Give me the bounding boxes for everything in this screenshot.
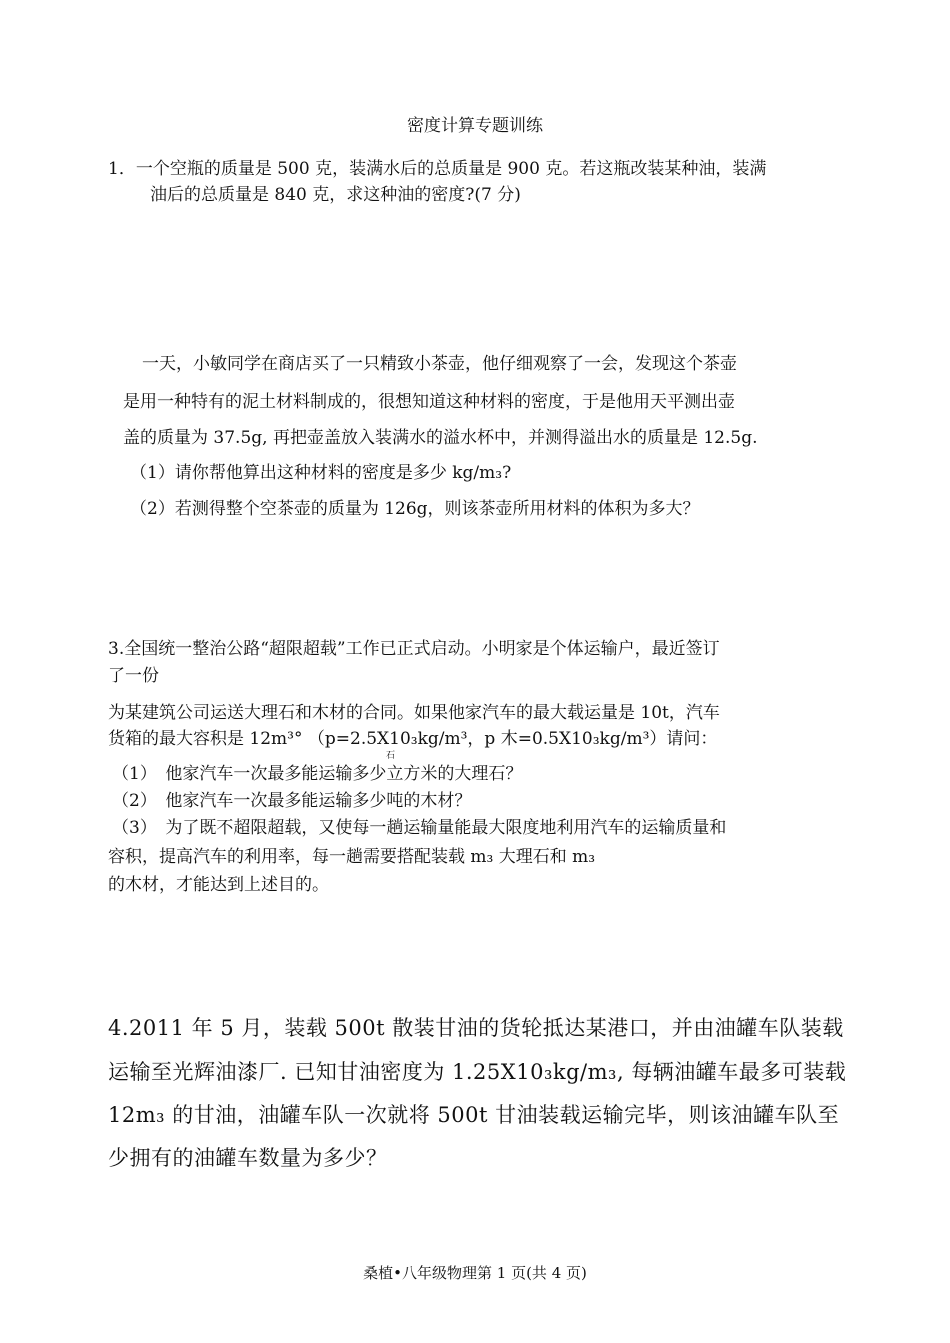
q1-line-1: 1．一个空瓶的质量是 500 克，装满水后的总质量是 900 克。若这瓶改装某种油，装满 (108, 159, 767, 179)
q3-sub-1: （1） 他家汽车一次最多能运输多少立方米的大理石？ (112, 764, 523, 784)
q2-sub-1: （1）请你帮他算出这种材料的密度是多少 kg/m₃? (130, 463, 512, 483)
q2-sub-2: （2）若测得整个空茶壶的质量为 126g，则该茶壶所用材料的体积为多大？ (130, 499, 700, 519)
q4-line-4: 少拥有的油罐车数量为多少？ (108, 1146, 388, 1170)
q3-subscript-stone: 石 (386, 751, 396, 761)
q3-sub-3: （3） 为了既不超限超载，又使每一趟运输量能最大限度地利用汽车的运输质量和 (112, 818, 727, 838)
q3-sub-2: （2） 他家汽车一次最多能运输多少吨的木材？ (112, 791, 472, 811)
q4-line-1: 4.2011 年 5 月，装载 500t 散装甘油的货轮抵达某港口，并由油罐车队装载 (108, 1016, 844, 1040)
q3-line-5: 容积，提高汽车的利用率，每一趟需要搭配装载 m₃ 大理石和 m₃ (108, 847, 596, 867)
q4-line-2: 运输至光辉油漆厂. 已知甘油密度为 1.25X10₃kg/m₃, 每辆油罐车最多可装载 (108, 1060, 847, 1084)
q2-line-2: 是用一种特有的泥土材料制成的，很想知道这种材料的密度，于是他用天平测出壶 (123, 392, 735, 412)
q4-line-3: 12m₃ 的甘油，油罐车队一次就将 500t 甘油装载运输完毕，则该油罐车队至 (108, 1103, 840, 1127)
page-footer: 桑植•八年级物理第 1 页(共 4 页) (363, 1264, 587, 1282)
q3-line-2: 了一份 (108, 666, 159, 686)
q2-line-1: 一天，小敏同学在商店买了一只精致小茶壶，他仔细观察了一会，发现这个茶壶 (142, 354, 737, 374)
q1-line-2: 油后的总质量是 840 克，求这种油的密度?(7 分) (150, 185, 521, 205)
q3-line-1: 3.全国统一整治公路“超限超载”工作已正式启动。小明家是个体运输户，最近签订 (108, 639, 720, 659)
page-title: 密度计算专题训练 (407, 116, 543, 136)
q3-line-3: 为某建筑公司运送大理石和木材的合同。如果他家汽车的最大载运量是 10t，汽车 (108, 703, 720, 723)
q3-line-6: 的木材，才能达到上述目的。 (108, 875, 329, 895)
q3-line-4: 货箱的最大容积是 12m³° （p=2.5X10₃kg/m³，p 木=0.5X10₃kg/m³）请问： (108, 729, 718, 749)
q2-line-3: 盖的质量为 37.5g, 再把壶盖放入装满水的溢水杯中，并测得溢出水的质量是 12.5g. (123, 428, 758, 448)
